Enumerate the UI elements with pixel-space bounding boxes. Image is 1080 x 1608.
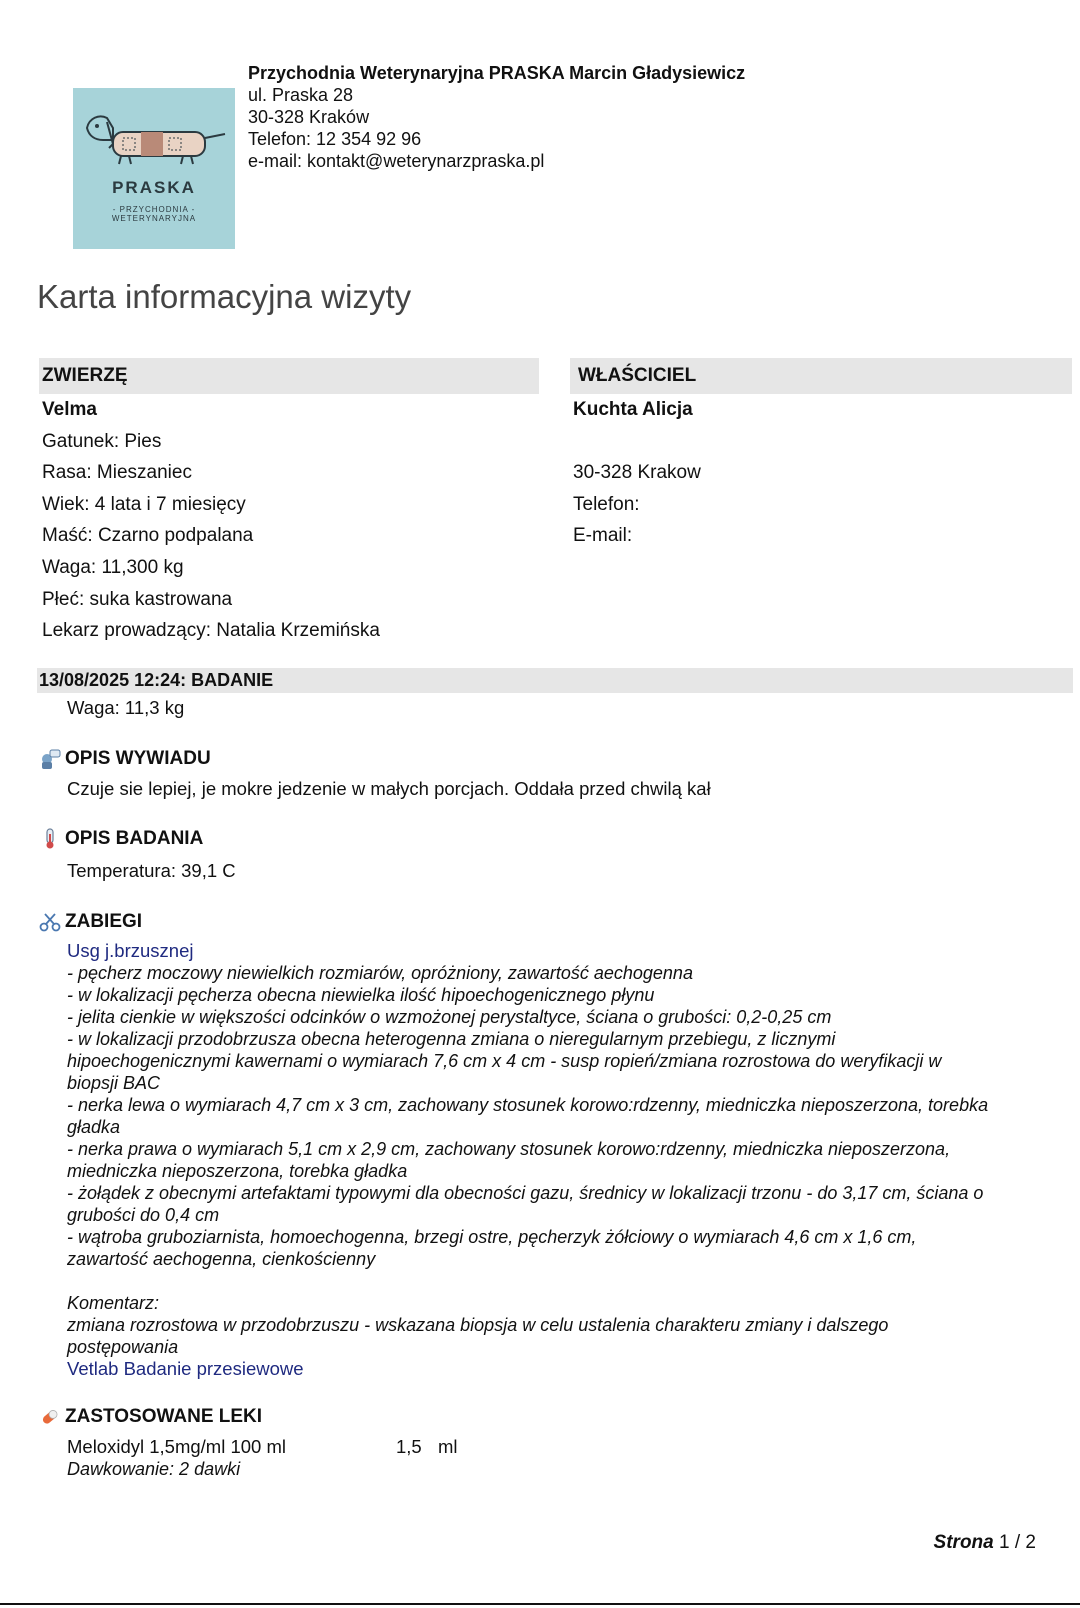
clinic-address: ul. Praska 28 bbox=[248, 85, 354, 105]
dog-logo-icon bbox=[73, 88, 235, 249]
thermometer-icon bbox=[39, 828, 61, 850]
animal-age: Wiek: 4 lata i 7 miesięcy bbox=[42, 493, 246, 515]
procedure-link-vetlab[interactable]: Vetlab Badanie przesiewowe bbox=[67, 1358, 304, 1379]
owner-section bbox=[570, 358, 1072, 552]
animal-section bbox=[39, 358, 539, 647]
animal-header: ZWIERZĘ bbox=[39, 358, 539, 394]
scissors-icon bbox=[39, 911, 61, 933]
procedures-title: ZABIEGI bbox=[65, 911, 143, 932]
owner-city: 30-328 Krakow bbox=[573, 462, 701, 484]
interview-icon bbox=[39, 748, 61, 770]
procedure-line: - pęcherz moczowy niewielkich rozmiarów, opróżniony, zawartość aechogenna bbox=[67, 963, 693, 983]
comment bbox=[67, 1292, 1067, 1358]
owner-blank bbox=[573, 426, 1072, 458]
procedure-line: - wątroba gruboziarnista, homoechogenna, brzegi ostre, pęcherzyk żółciowy o wymiarach 4,6 cm x 1,6 cm, bbox=[67, 1227, 917, 1247]
animal-color: Maść: Czarno podpalana bbox=[42, 525, 254, 547]
clinic-logo bbox=[73, 88, 235, 249]
interview-section-title bbox=[39, 748, 211, 770]
procedure-line: biopsji BAC bbox=[67, 1073, 161, 1093]
drug-quantity: 1,5 bbox=[396, 1436, 422, 1457]
comment-line: postępowania bbox=[67, 1337, 179, 1357]
animal-species: Gatunek: Pies bbox=[42, 430, 162, 452]
comment-label: Komentarz: bbox=[67, 1293, 160, 1313]
procedure-line: - jelita cienkie w większości odcinków o wzmożonej perystaltyce, ściana o grubości: 0,2-0,25 cm bbox=[67, 1007, 832, 1027]
procedure-line: gładka bbox=[67, 1117, 121, 1137]
drugs-title: ZASTOSOWANE LEKI bbox=[65, 1406, 263, 1427]
comment-line: zmiana rozrostowa w przodobrzuszu - wskazana biopsja w celu ustalenia charakteru zmiany i dalszego bbox=[67, 1315, 889, 1335]
page-indicator bbox=[934, 1532, 1036, 1554]
procedure-line: hipoechogenicznymi kawernami o wymiarach 7,6 cm x 4 cm - susp ropień/zmiana rozrostowa do weryfikacji w bbox=[67, 1051, 942, 1071]
drug-name: Meloxidyl 1,5mg/ml 100 ml bbox=[67, 1436, 286, 1457]
owner-phone: Telefon: bbox=[573, 493, 640, 515]
logo-subtext: WETERYNARYJNA bbox=[111, 214, 197, 223]
pill-icon bbox=[39, 1406, 61, 1428]
animal-vet: Lekarz prowadzący: Natalia Krzemińska bbox=[42, 620, 380, 642]
clinic-email: e-mail: kontakt@weterynarzpraska.pl bbox=[248, 151, 545, 171]
drug-unit: ml bbox=[438, 1436, 458, 1457]
drug-dosage: Dawkowanie: 2 dawki bbox=[67, 1459, 241, 1479]
logo-subtext: - PRZYCHODNIA - bbox=[112, 205, 196, 214]
procedure-line: - nerka lewa o wymiarach 4,7 cm x 3 cm, zachowany stosunek korowo:rdzenny, miedniczka nieposzerzona, torebka bbox=[67, 1095, 989, 1115]
exam-title: OPIS BADANIA bbox=[65, 828, 204, 849]
clinic-name: Przychodnia Weterynaryjna PRASKA Marcin Gładysiewicz bbox=[248, 63, 746, 83]
clinic-phone: Telefon: 12 354 92 96 bbox=[248, 129, 422, 149]
page-label: Strona bbox=[933, 1532, 994, 1553]
procedure-line: zawartość aechogenna, cienkościenny bbox=[67, 1249, 376, 1269]
procedure-description bbox=[67, 962, 1067, 1270]
exam-section-title bbox=[39, 828, 203, 850]
page-title: Karta informacyjna wizyty bbox=[37, 278, 412, 315]
animal-weight: Waga: 11,300 kg bbox=[42, 556, 184, 578]
animal-name: Velma bbox=[42, 399, 97, 420]
procedure-line: - nerka prawa o wymiarach 5,1 cm x 2,9 cm, zachowany stosunek korowo:rdzenny, miedniczka nieposzerzona, bbox=[67, 1139, 951, 1159]
owner-email: E-mail: bbox=[573, 525, 633, 547]
page-total: / 2 bbox=[1014, 1532, 1036, 1553]
visit-weight: Waga: 11,3 kg bbox=[67, 697, 185, 718]
owner-name: Kuchta Alicja bbox=[573, 399, 693, 420]
visit-header: 13/08/2025 12:24: BADANIE bbox=[37, 668, 1073, 693]
clinic-info bbox=[248, 62, 745, 172]
animal-breed: Rasa: Mieszaniec bbox=[42, 462, 192, 484]
clinic-city: 30-328 Kraków bbox=[248, 107, 370, 127]
owner-header: WŁAŚCICIEL bbox=[570, 358, 1072, 394]
procedure-link-usg[interactable]: Usg j.brzusznej bbox=[67, 940, 194, 961]
page-current: 1 bbox=[999, 1532, 1010, 1553]
exam-text: Temperatura: 39,1 C bbox=[67, 860, 236, 881]
procedure-line: grubości do 0,4 cm bbox=[67, 1205, 220, 1225]
logo-text: PRASKA bbox=[112, 178, 196, 197]
procedure-line: - żołądek z obecnymi artefaktami typowymi dla obecności gazu, średnicy w lokalizacji trzonu - do 3,17 cm, ściana o bbox=[67, 1183, 984, 1203]
procedure-line: - w lokalizacji przodobrzusza obecna heterogenna zmiana o nieregularnym przebiegu, z licznymi bbox=[67, 1029, 836, 1049]
procedures-body bbox=[67, 940, 1067, 1380]
procedures-section-title bbox=[39, 911, 142, 933]
procedure-line: - w lokalizacji pęcherza obecna niewielka ilość hipoechogenicznego płynu bbox=[67, 985, 655, 1005]
procedure-line: miedniczka nieposzerzona, torebka gładka bbox=[67, 1161, 408, 1181]
interview-text: Czuje sie lepiej, je mokre jedzenie w małych porcjach. Oddała przed chwilą kał bbox=[67, 778, 711, 799]
interview-title: OPIS WYWIADU bbox=[65, 748, 211, 769]
drugs-section-title bbox=[39, 1406, 262, 1428]
animal-sex: Płeć: suka kastrowana bbox=[42, 588, 233, 610]
bottom-rule bbox=[0, 1603, 1080, 1605]
